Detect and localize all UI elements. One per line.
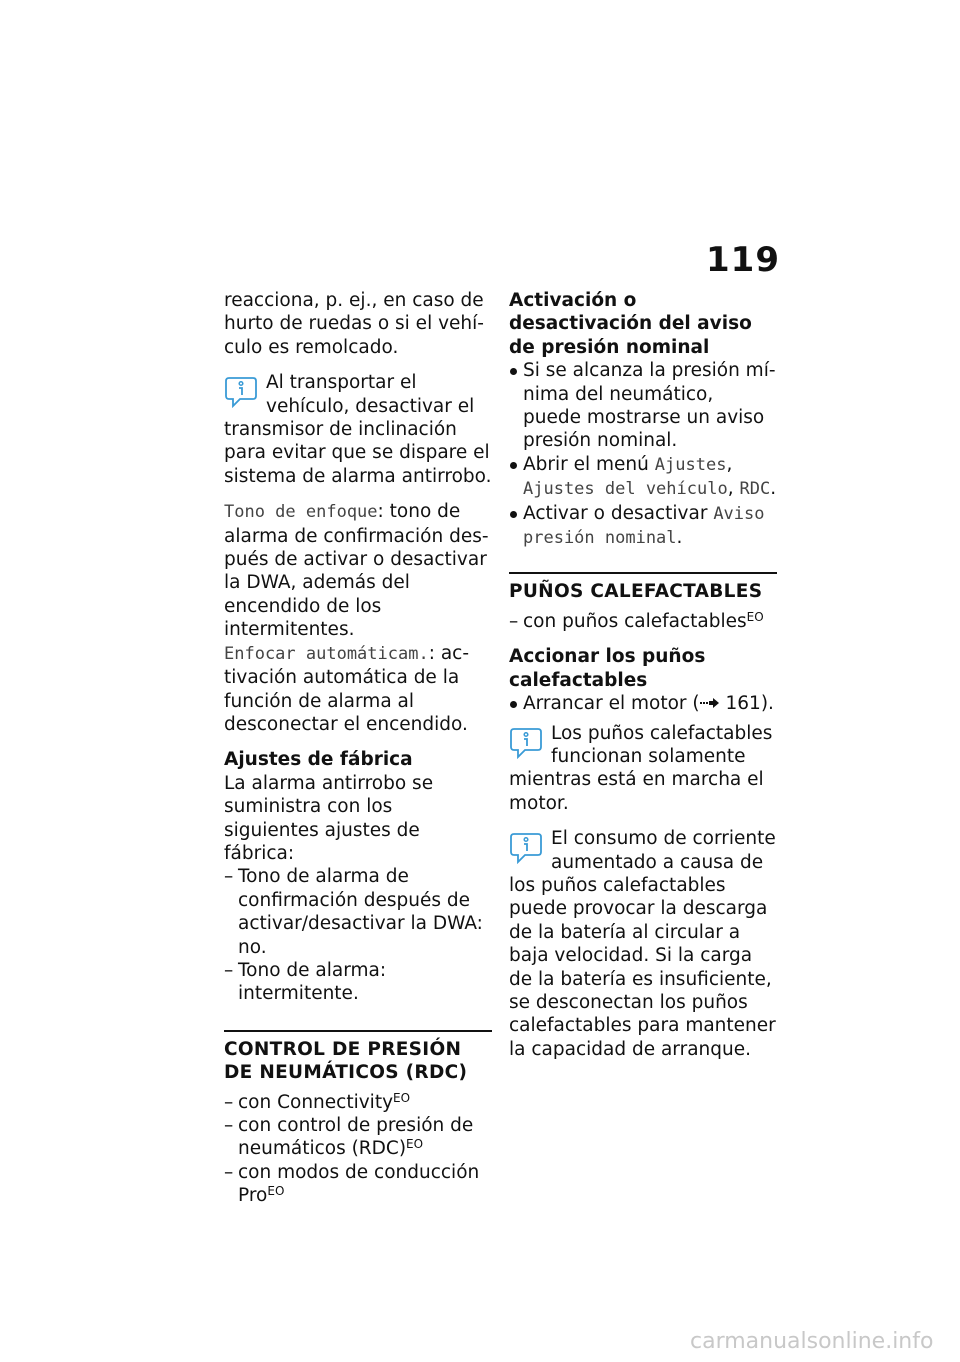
intro-paragraph: reacciona, p. ej., en caso de hurto de ruedas o si el vehículo es remolcado.	[224, 290, 484, 358]
factory-heading: Ajustes de fábrica	[224, 749, 413, 771]
note-grips-engine-text: Los puños calefactables funcionan solamente mientras está en marcha el motor.	[509, 722, 773, 814]
enfocar-text: : activación automática de la función de alarma al desconectar el encendido.	[224, 642, 470, 735]
accionar-heading: Accionar los puños calefactables	[509, 646, 706, 691]
menu-item-aviso: Aviso presión nominal	[523, 503, 765, 549]
list-item: Si se alcanza la presión mínima del neumático, puede mostrarse un aviso presión nominal.	[509, 359, 777, 453]
info-icon	[224, 374, 258, 408]
menu-item-ajustes: Ajustes	[654, 454, 727, 475]
note-grips-engine	[509, 722, 777, 816]
tono-paragraph	[224, 500, 492, 641]
list-item: Abrir el menú Ajustes, Ajustes del vehículo, RDC.	[509, 453, 777, 502]
activation-heading: Activación o desactivación del aviso de presión nominal	[509, 290, 752, 358]
list-item: Arrancar el motor ( 161).	[509, 692, 777, 715]
rdc-item: – con modos de conducción Pro$^{EO}$	[224, 1161, 480, 1207]
factory-text: La alarma antirrobo se suministra con los siguientes ajustes de fábrica:	[224, 772, 434, 864]
note-battery	[509, 827, 777, 1061]
page-reference-arrow-icon	[700, 697, 720, 709]
info-icon	[509, 725, 543, 759]
menu-item-tono: Tono de enfoque	[224, 502, 378, 523]
factory-item: – Tono de alarma: intermitente.	[224, 959, 387, 1005]
rdc-item: – con control de presión de neumáticos (RDC)$^{EO}$	[224, 1115, 474, 1160]
note-transport	[224, 371, 492, 488]
watermark: carmanualsonline.info	[690, 1329, 934, 1354]
tono-text: : tono de alarma de confirmación después de activar o desactivar la DWA, además del encendido de los intermitentes.	[224, 501, 489, 641]
menu-item-ajustes-vehiculo: Ajustes del vehículo	[523, 479, 728, 500]
note-battery-text: El consumo de corriente aumentado a causa de los puños calefactables puede provocar la descarga de la batería al circular a baja velocidad. Si la carga de la batería es insuficiente, se desconectan los puños calefactables para mantener la capacidad de arranque.	[509, 828, 776, 1060]
left-column	[224, 289, 492, 1208]
note-transport-text: Al transportar el vehículo, desactivar el transmisor de inclinación para evitar que se dispare el sistema de alarma antirrobo.	[224, 372, 492, 487]
info-icon	[509, 830, 543, 864]
right-column	[509, 289, 777, 1061]
grips-heading: PUÑOS CALEFACTABLES	[509, 572, 777, 603]
list-item: Activar o desactivar Aviso presión nominal.	[509, 502, 777, 551]
menu-item-enfocar: Enfocar automáticam.	[224, 643, 429, 664]
rdc-item: – con Connectivity$^{EO}$	[224, 1090, 411, 1113]
factory-item: – Tono de alarma de confirmación después de activar/desactivar la DWA: no.	[224, 866, 483, 958]
menu-item-rdc: RDC	[739, 479, 771, 500]
rdc-heading: CONTROL DE PRESIÓN DE NEUMÁTICOS (RDC)	[224, 1030, 492, 1085]
page-number: 119	[706, 240, 780, 280]
grips-item: – con puños calefactables$^{EO}$	[509, 609, 764, 632]
enfocar-paragraph	[224, 642, 492, 737]
